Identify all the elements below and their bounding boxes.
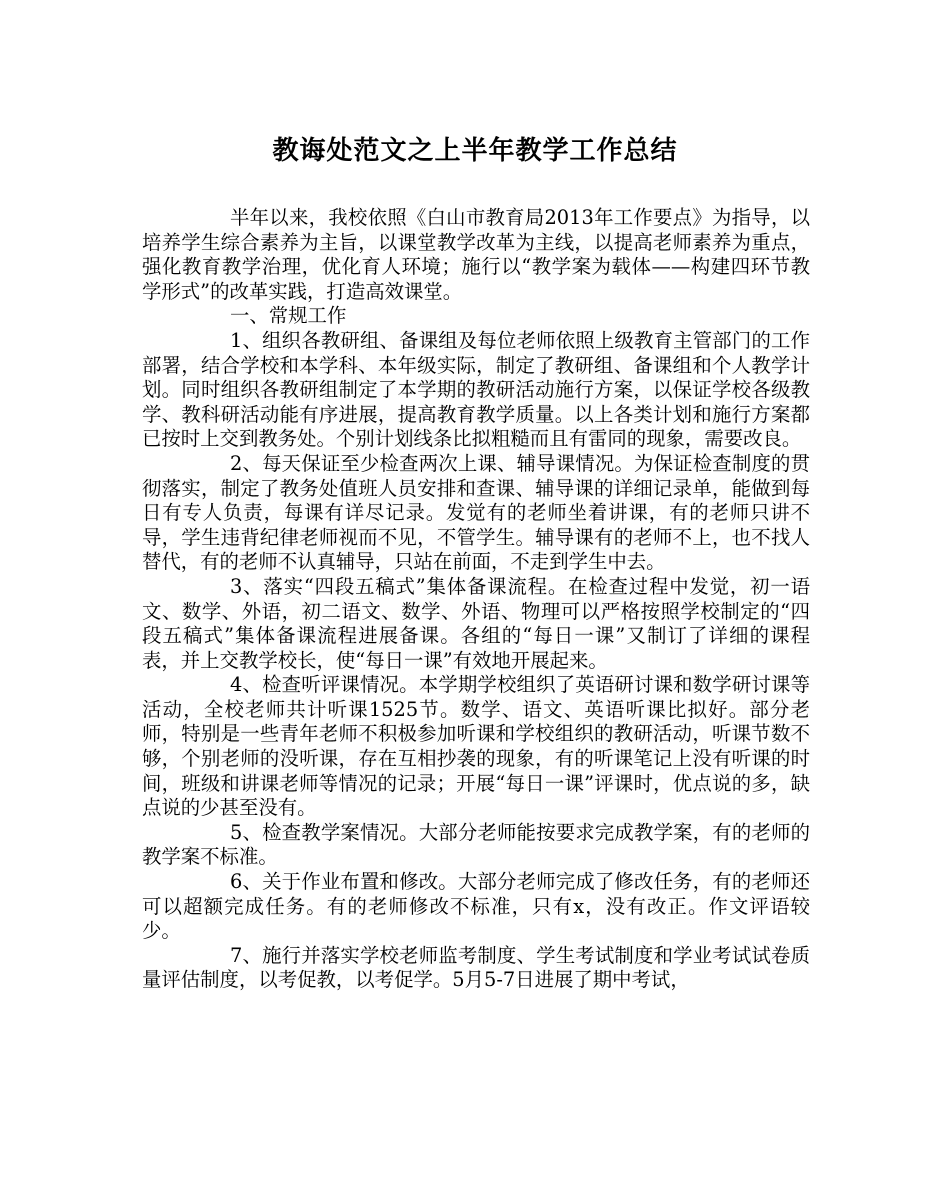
paragraph-item-4: 4、检查听评课情况。本学期学校组织了英语研讨课和数学研讨课等活动，全校老师共计听课1525节。数学、语文、英语听课比拟好。部分老师，特别是一些青年老师不积极参加听课和学校组织的教研活动，听课节数不够，个别老师的没听课，存在互相抄袭的现象，有的听课笔记上没有听课的时间，班级和讲课老师等情况的记录；开展“每日一课”评课时，优点说的多，缺点说的少甚至没有。 <box>142 673 810 820</box>
paragraph-item-1: 1、组织各教研组、备课组及每位老师依照上级教育主管部门的工作部署，结合学校和本学科、本年级实际，制定了教研组、备课组和个人教学计划。同时组织各教研组制定了本学期的教研活动施行方案，以保证学校各级教学、教科研活动能有序进展，提高教育教学质量。以上各类计划和施行方案都已按时上交到教务处。个别计划线条比拟粗糙而且有雷同的现象，需要改良。 <box>142 328 810 451</box>
document-title: 教诲处范文之上半年教学工作总结 <box>272 136 678 166</box>
paragraph-item-3: 3、落实“四段五稿式”集体备课流程。在检查过程中发觉，初一语文、数学、外语，初二语文、数学、外语、物理可以严格按照学校制定的“四段五稿式”集体备课流程进展备课。各组的“每日一课”又制订了详细的课程表，并上交教学校长，使“每日一课”有效地开展起来。 <box>142 574 810 672</box>
section-heading-routine-work: 一、常规工作 <box>230 304 347 328</box>
document-body <box>142 206 810 993</box>
paragraph-item-7: 7、施行并落实学校老师监考制度、学生考试制度和学业考试试卷质量评估制度，以考促教，以考促学。5月5-7日进展了期中考试， <box>142 943 810 992</box>
paragraph-item-5: 5、检查教学案情况。大部分老师能按要求完成教学案，有的老师的教学案不标准。 <box>142 820 810 869</box>
paragraph-item-6: 6、关于作业布置和修改。大部分老师完成了修改任务，有的老师还可以超额完成任务。有的老师修改不标准，只有x，没有改正。作文评语较少。 <box>142 870 810 943</box>
paragraph-item-2: 2、每天保证至少检查两次上课、辅导课情况。为保证检查制度的贯彻落实，制定了教务处值班人员安排和查课、辅导课的详细记录单，能做到每日有专人负责，每课有详尽记录。发觉有的老师坐着讲课，有的老师只讲不导，学生违背纪律老师视而不见，不管学生。辅导课有的老师不上，也不找人替代，有的老师不认真辅导，只站在前面，不走到学生中去。 <box>142 451 810 574</box>
paragraph-intro: 半年以来，我校依照《白山市教育局2013年工作要点》为指导，以培养学生综合素养为主旨，以课堂教学改革为主线，以提高老师素养为重点，强化教育教学治理，优化育人环境；施行以“教学案为载体——构建四环节教学形式”的改革实践，打造高效课堂。 <box>142 206 810 303</box>
